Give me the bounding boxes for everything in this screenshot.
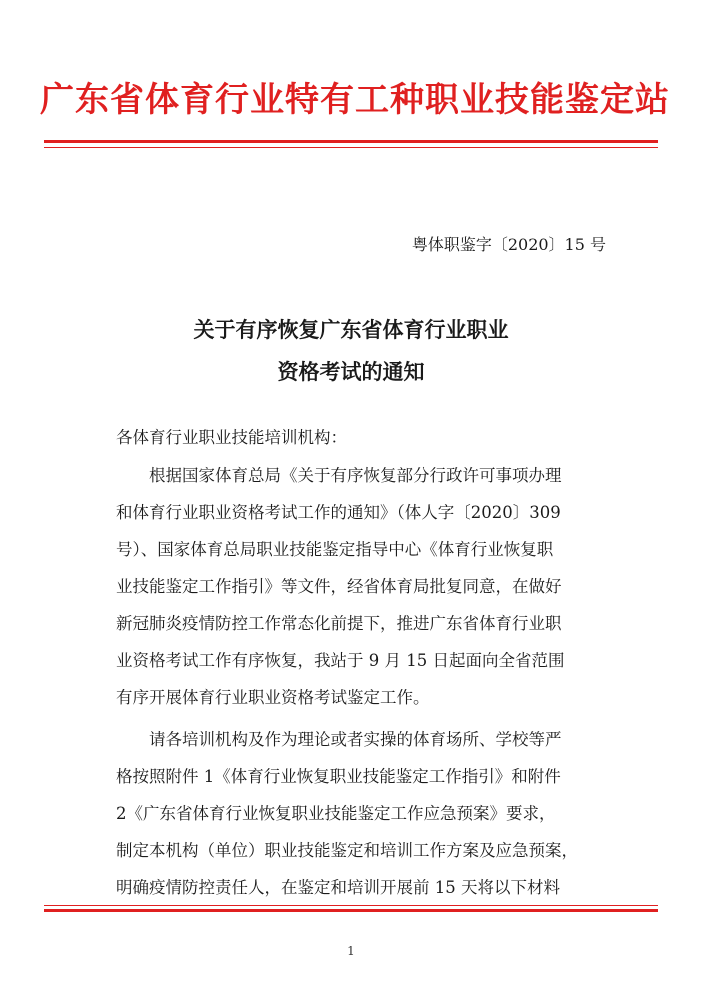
footer-rule-thick (44, 909, 658, 912)
paragraph-2-line: 明确疫情防控责任人，在鉴定和培训开展前 15 天将以下材料 (116, 878, 560, 897)
salutation: 各体育行业职业技能培训机构： (116, 428, 347, 447)
paragraph-1-line: 号）、国家体育总局职业技能鉴定指导中心《体育行业恢复职 (116, 540, 554, 559)
letterhead-rule-thick (44, 140, 658, 143)
paragraph-2-line: 请各培训机构及作为理论或者实操的体育场所、学校等严 (116, 730, 562, 749)
document-title-line-2: 资格考试的通知 (277, 359, 425, 384)
document-title-line-1: 关于有序恢复广东省体育行业职业 (193, 317, 509, 342)
footer-rule-thin (44, 905, 658, 906)
letterhead-title: 广东省体育行业特有工种职业技能鉴定站 (40, 80, 670, 120)
document-number: 粤体职鉴字〔2020〕15 号 (411, 235, 606, 254)
paragraph-2-line: 制定本机构（单位）职业技能鉴定和培训工作方案及应急预案， (116, 841, 578, 860)
letterhead-rule-thin (44, 147, 658, 148)
paragraph-1-line: 有序开展体育行业职业资格考试鉴定工作。 (116, 688, 430, 707)
paragraph-1-line: 和体育行业职业资格考试工作的通知》（体人字〔2020〕309 (116, 503, 561, 522)
paragraph-1-line: 根据国家体育总局《关于有序恢复部分行政许可事项办理 (116, 466, 562, 485)
paragraph-1-line: 新冠肺炎疫情防控工作常态化前提下，推进广东省体育行业职 (116, 614, 562, 633)
paragraph-1-line: 业资格考试工作有序恢复，我站于 9 月 15 日起面向全省范围 (116, 651, 565, 670)
paragraph-1-line: 业技能鉴定工作指引》等文件，经省体育局批复同意，在做好 (116, 577, 562, 596)
paragraph-2-line: 格按照附件 1《体育行业恢复职业技能鉴定工作指引》和附件 (116, 767, 561, 786)
page-number: 1 (347, 944, 355, 958)
paragraph-2-line: 2《广东省体育行业恢复职业技能鉴定工作应急预案》要求， (116, 804, 556, 823)
